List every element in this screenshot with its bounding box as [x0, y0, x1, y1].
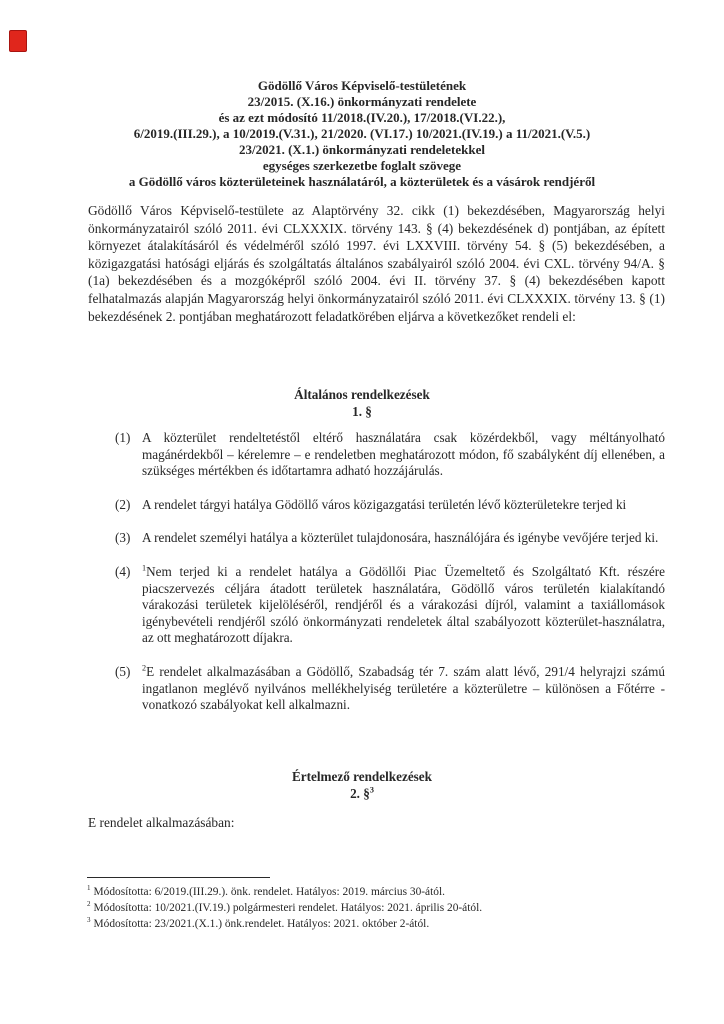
applicability-line: E rendelet alkalmazásában:: [88, 815, 235, 830]
broken-image-icon: [9, 30, 27, 52]
preamble-paragraph: Gödöllő Város Képviselő-testülete az Alaptörvény 32. cikk (1) bekezdésében, Magyarország helyi önkormányzatairól szóló 2011. évi CLXXXIX. törvény 143. § (4) bekezdésének d) pontjában, az épített környezet átalakításáról és védelméről szóló 1997. évi LXXVIII. törvény 54. § (5) bekezdésében, a közigazgatási hatósági eljárás és szolgáltatás általános szabályairól szóló 2004. évi CXL. törvény 94/A. § (1a) bekezdésében és a mozgóképről szóló 2004. évi II. törvény 37. § (4) bekezdésében kapott felhatalmazás alapján Magyarország helyi önkormányzatairól szóló 2011. évi CLXXXIX. törvény 13. § (1) bekezdésének 2. pontjában meghatározott feladatkörében eljárva a következőket rendeli el:: [88, 203, 665, 324]
footnote-text: Módosította: 6/2019.(III.29.). önk. rendelet. Hatályos: 2019. március 30-ától.: [93, 886, 445, 898]
paragraph-number: (3): [115, 530, 131, 546]
paragraph-text: [142, 530, 665, 547]
paragraph-item: [88, 530, 665, 547]
document-title-line: egységes szerkezetbe foglalt szövege: [262, 158, 462, 173]
paragraph-text: [142, 664, 665, 714]
paragraph-number: (1): [115, 430, 131, 445]
paragraph-body-text: A rendelet személyi hatálya a közterület tulajdonosára, használójára és igénybe vevőjére terjed ki.: [142, 530, 659, 546]
document-title-line: 6/2019.(III.29.), a 10/2019.(V.31.), 21/2020. (VI.17.) 10/2021.(IV.19.) a 11/2021.(V.5.): [133, 126, 591, 141]
paragraph-text: [142, 497, 665, 514]
section-1-heading-title: Általános rendelkezések: [294, 387, 430, 402]
document-title-line: a Gödöllő város közterületeinek használatáról, a közterületek és a vásárok rendjéről: [128, 174, 596, 189]
paragraph-item: [88, 497, 665, 514]
section-1-heading: [40, 387, 684, 420]
paragraph-item: [88, 664, 665, 714]
footnote-line: [87, 885, 482, 901]
document-title-line: és az ezt módosító 11/2018.(IV.20.), 17/2018.(VI.22.),: [218, 110, 506, 125]
footnotes-block: [87, 885, 482, 932]
paragraph-item: [88, 564, 665, 647]
section-2-heading: [40, 769, 684, 802]
section-2-number-text: 2. §: [350, 785, 370, 801]
document-title-line: 23/2015. (X.16.) önkormányzati rendelete: [247, 94, 477, 109]
document-title-line: Gödöllő Város Képviselő-testületének: [257, 78, 467, 93]
paragraph-number: (5): [115, 663, 131, 679]
footnote-line: [87, 901, 482, 917]
section-1-paragraphs: [88, 430, 665, 731]
footnote-number: 2: [87, 900, 91, 908]
footnote-text: Módosította: 23/2021.(X.1.) önk.rendelet. Hatályos: 2021. október 2-ától.: [93, 917, 430, 930]
footnote-line: [87, 917, 482, 933]
document-title: [40, 78, 684, 190]
footnote-number: 1: [87, 884, 91, 893]
footnote-reference: 2: [142, 663, 147, 673]
footnote-separator-rule: [87, 877, 270, 878]
paragraph-body-text: A közterület rendeltetéstől eltérő használatára csak közérdekből, vagy méltányolható magánérdekből – kérelemre – e rendeletben meghatározott módon, fő szabályként díj ellenében, a szükséges mértékben és időtartamra adható hozzájárulás.: [142, 430, 665, 479]
footnote-reference: 1: [142, 563, 147, 573]
paragraph-body-text: E rendelet alkalmazásában a Gödöllő, Szabadság tér 7. szám alatt lévő, 291/4 helyrajzi számú ingatlanon meglévő nyilvános mellékhelyiség területére a közterületre – különösen a Főtérre - vonatkozó szabályokat kell alkalmazni.: [142, 663, 665, 713]
footnote-text: Módosította: 10/2021.(IV.19.) polgármesteri rendelet. Hatályos: 2021. április 20-ától.: [93, 901, 483, 914]
section-2-heading-title: Értelmező rendelkezések: [291, 769, 432, 784]
paragraph-number: (2): [115, 496, 131, 512]
footnote-number: 3: [87, 915, 91, 924]
paragraph-text: [142, 430, 665, 480]
document-title-line: 23/2021. (X.1.) önkormányzati rendeletekkel: [238, 142, 486, 157]
paragraph-body-text: A rendelet tárgyi hatálya Gödöllő város közigazgatási területén lévő közterületekre terjed ki: [142, 496, 627, 512]
paragraph-item: [88, 430, 665, 480]
section-2-heading-number: [40, 786, 684, 803]
footnote-reference-3: 3: [369, 785, 374, 795]
section-1-heading-number: 1. §: [352, 403, 372, 419]
paragraph-number: (4): [115, 563, 131, 579]
paragraph-body-text: Nem terjed ki a rendelet hatálya a Gödöllői Piac Üzemeltető és Szolgáltató Kft. részére piacszervezés céljára átadott területek használatára, Gödöllő város területén kialakítandó várakozási területek kijelöléséről, rendjéről és a várakozási díjról, valamint a taxiállomások igénybevételi rendjéről szóló önkormányzati rendeletek által szabályozott közterület-használatra, az ott meghatározott díjakra.: [142, 563, 665, 646]
paragraph-text: [142, 564, 665, 647]
